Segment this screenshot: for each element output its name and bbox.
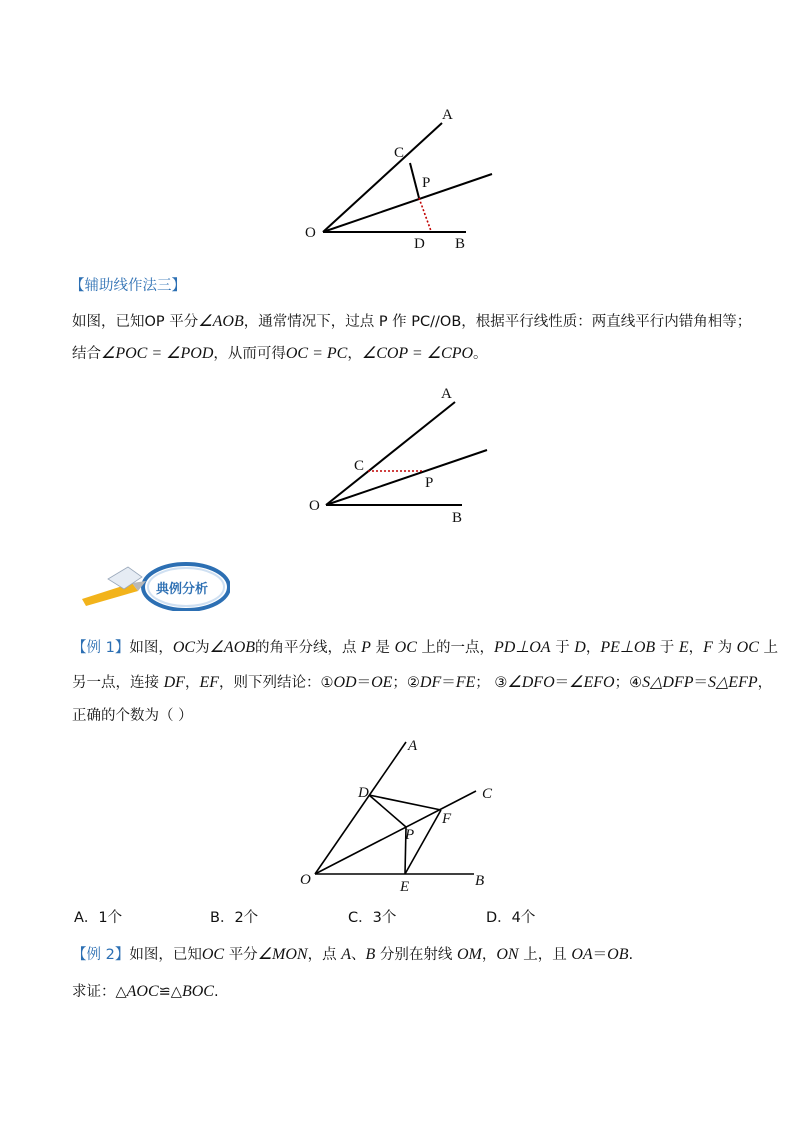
example2-tag: 【例 2】 — [72, 947, 130, 963]
ray-op — [326, 450, 487, 505]
ray-oc — [315, 791, 476, 874]
label-a: A — [441, 386, 452, 402]
label-o: O — [305, 225, 316, 241]
segment-df — [369, 795, 441, 810]
label-e: E — [400, 879, 410, 895]
label-p: P — [425, 475, 434, 491]
method3-heading: 【辅助线作法三】 — [70, 278, 186, 294]
badge-label: 典例分析 — [156, 582, 209, 597]
label-a: A — [408, 738, 418, 754]
example2-line-1: 【例 2】如图，已知OC 平分∠MON，点 A、B 分别在射线 OM，ON 上，且 OA＝OB. — [72, 946, 634, 963]
ray-oa — [315, 742, 406, 874]
label-o: O — [309, 498, 320, 514]
ray-op — [323, 174, 492, 232]
label-a: A — [442, 107, 453, 123]
example2-line-2: 求证：△AOC≌△BOC. — [72, 983, 219, 1000]
label-p: P — [405, 827, 415, 843]
segment-pd-dotted — [419, 198, 431, 231]
segment-cp — [410, 163, 419, 198]
segment-dp — [369, 795, 406, 827]
label-b: B — [452, 510, 463, 526]
option-b: B．2个 — [210, 910, 259, 926]
figure-1-diagram — [290, 100, 520, 260]
ray-oa — [326, 402, 455, 505]
figure-3-diagram — [295, 735, 495, 895]
label-d: D — [414, 236, 425, 252]
example1-line-1: 【例 1】如图，OC为∠AOB的角平分线，点 P 是 OC 上的一点，PD⊥OA 于 D，PE⊥OB 于 E，F 为 OC 上 — [72, 639, 779, 656]
label-b: B — [475, 873, 485, 889]
label-d: D — [358, 785, 369, 801]
figure-2-diagram — [300, 380, 500, 525]
label-b: B — [455, 236, 466, 252]
pencil-body — [82, 583, 138, 606]
label-f: F — [442, 811, 452, 827]
method3-line-2: 结合∠POC = ∠POD，从而可得OC = PC，∠COP = ∠CPO。 — [72, 345, 488, 362]
example1-line-2: 另一点，连接 DF，EF，则下列结论：①OD＝OE；②DF＝FE； ③∠DFO＝∠EFO；④S△DFP＝S△EFP， — [72, 674, 773, 691]
option-a: A．1个 — [74, 910, 123, 926]
label-c: C — [354, 458, 365, 474]
method3-line-1: 如图，已知OP 平分∠AOB，通常情况下，过点 P 作 PC//OB，根据平行线性质：两直线平行内错角相等； — [72, 313, 752, 330]
example1-tag: 【例 1】 — [72, 640, 130, 656]
label-o: O — [300, 872, 311, 888]
option-d: D．4个 — [486, 910, 536, 926]
label-c: C — [394, 145, 405, 161]
option-c: C．3个 — [348, 910, 397, 926]
example1-line-3: 正确的个数为（ ） — [72, 708, 193, 724]
label-c: C — [482, 786, 493, 802]
label-p: P — [422, 175, 431, 191]
example-analysis-badge — [80, 545, 230, 611]
